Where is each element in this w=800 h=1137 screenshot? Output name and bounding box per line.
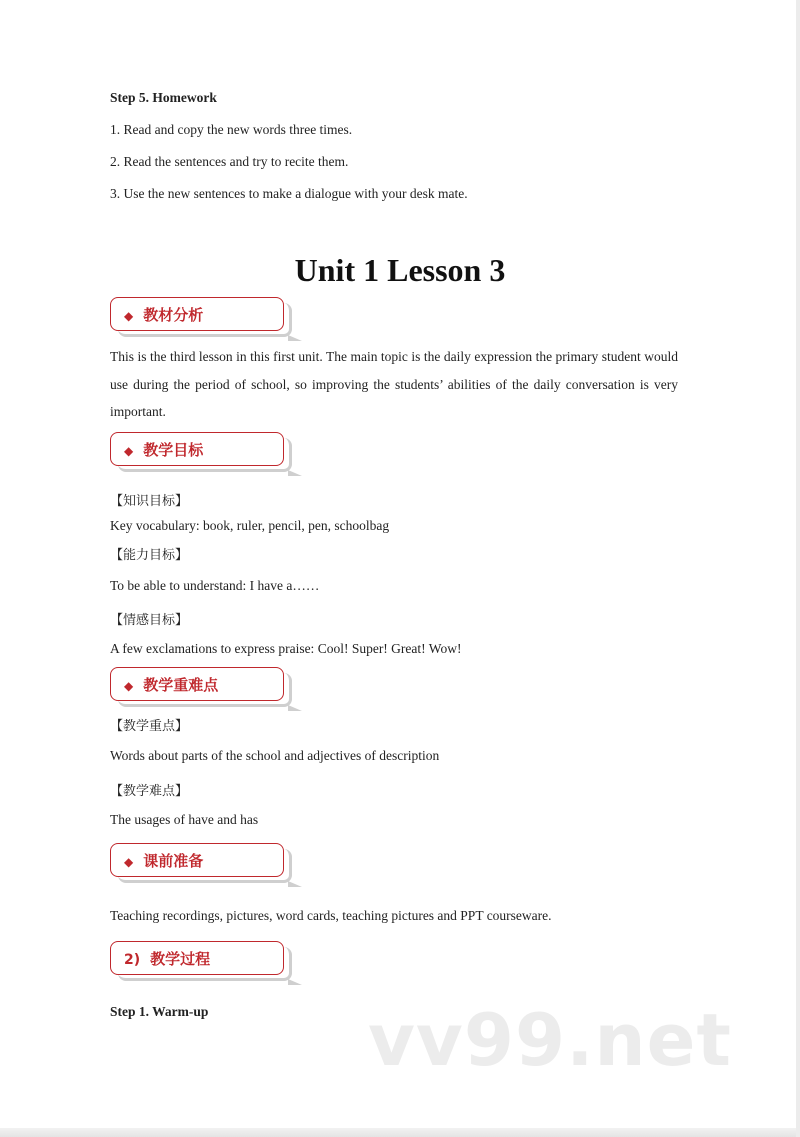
section-label: 教材分析: [143, 306, 204, 324]
section-header-process: [110, 941, 288, 977]
focus-text: Words about parts of the school and adjectives of description: [110, 748, 440, 763]
diamond-icon: ◆: [124, 679, 134, 693]
section-header-goals: [110, 432, 288, 468]
section-label: 课前准备: [143, 852, 204, 870]
diamond-icon: ◆: [124, 855, 134, 869]
difficulty-text: The usages of have and has: [110, 812, 259, 827]
section-number: 2): [124, 952, 141, 968]
difficulty-label: 【教学难点】: [110, 784, 189, 799]
section-label: 教学目标: [143, 441, 204, 459]
ability-goal-label: 【能力目标】: [110, 548, 189, 563]
homework-item-3: 3. Use the new sentences to make a dialogue with your desk mate.: [110, 186, 468, 201]
watermark: vv99.net: [368, 998, 732, 1082]
section-header-analysis: [110, 297, 288, 333]
preparation-text: Teaching recordings, pictures, word cards, teaching pictures and PPT courseware.: [110, 908, 552, 923]
section-header-key-points: [110, 667, 288, 703]
homework-item-2: 2. Read the sentences and try to recite them.: [110, 154, 349, 169]
ability-goal-text: To be able to understand: I have a……: [110, 578, 320, 593]
analysis-paragraph: This is the third lesson in this first unit. The main topic is the daily expression the primary student would use during the period of school, so improving the students’ abilities of the daily conversation is very important.: [110, 349, 678, 419]
homework-item-1: 1. Read and copy the new words three times.: [110, 122, 353, 137]
section-label: 教学重难点: [143, 676, 219, 694]
lesson-title: Unit 1 Lesson 3: [294, 252, 506, 288]
knowledge-goal-label: 【知识目标】: [110, 494, 189, 509]
knowledge-goal-text: Key vocabulary: book, ruler, pencil, pen, schoolbag: [110, 518, 390, 533]
diamond-icon: ◆: [124, 309, 134, 323]
emotion-goal-text: A few exclamations to express praise: Cool! Super! Great! Wow!: [110, 641, 462, 656]
page-right-edge: [796, 0, 800, 1137]
homework-heading: Step 5. Homework: [110, 90, 217, 105]
focus-label: 【教学重点】: [110, 719, 189, 734]
section-header-preparation: [110, 843, 288, 879]
step1-heading: Step 1. Warm-up: [110, 1004, 209, 1019]
page-bottom-edge: [0, 1128, 800, 1137]
diamond-icon: ◆: [124, 444, 134, 458]
emotion-goal-label: 【情感目标】: [110, 613, 189, 628]
section-label: 教学过程: [150, 950, 211, 968]
